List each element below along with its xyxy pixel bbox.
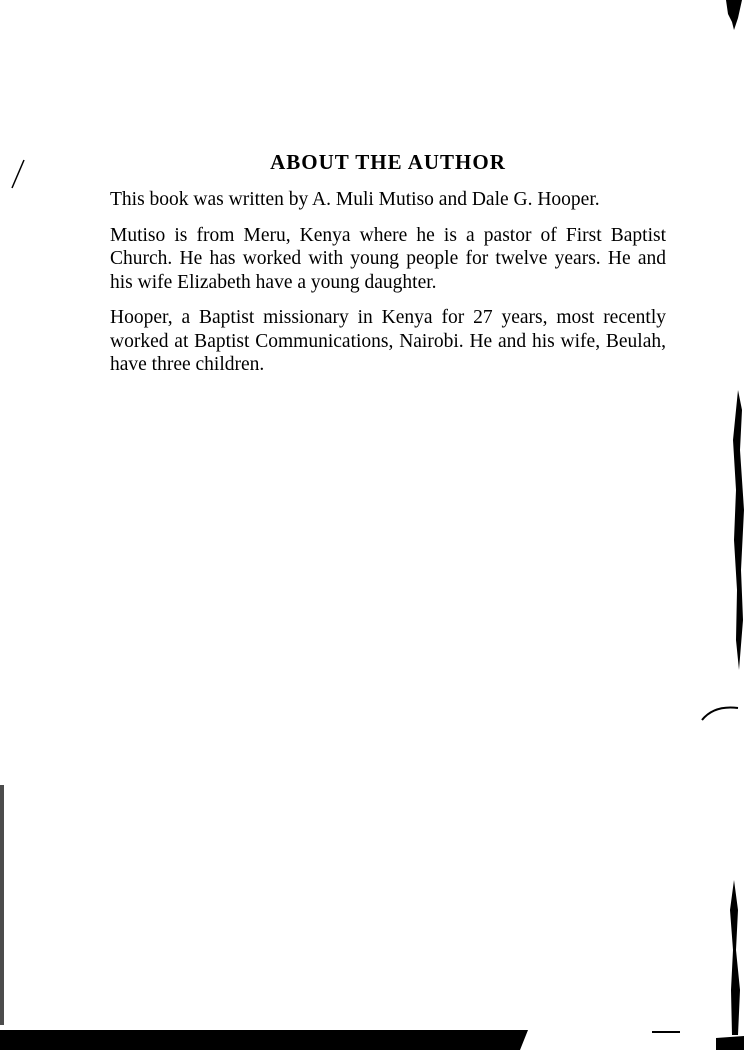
page-title: ABOUT THE AUTHOR xyxy=(270,150,506,174)
scan-artifact-top-right xyxy=(724,0,742,30)
bio-paragraph-mutiso: Mutiso is from Meru, Kenya where he is a pastor of First Baptist Church. He has worked with young people for twelve years. He and his wife Elizabeth have a young daughter. xyxy=(110,224,666,293)
scan-artifact-slash xyxy=(8,158,28,192)
scan-artifact-right-edge-1 xyxy=(728,390,744,670)
author-bio xyxy=(110,188,666,389)
bio-paragraph-authors: This book was written by A. Muli Mutiso and Dale G. Hooper. xyxy=(110,189,600,210)
scan-artifact-left-edge xyxy=(0,785,4,1025)
scan-artifact-curve xyxy=(700,700,740,730)
scan-artifact-right-edge-2 xyxy=(726,880,744,1035)
bio-paragraph-hooper: Hooper, a Baptist missionary in Kenya for 27 years, most recently worked at Baptist Communications, Nairobi. He and his wife, Beulah, have three children. xyxy=(110,307,666,375)
scan-artifact-bottom-bar xyxy=(0,1030,744,1050)
